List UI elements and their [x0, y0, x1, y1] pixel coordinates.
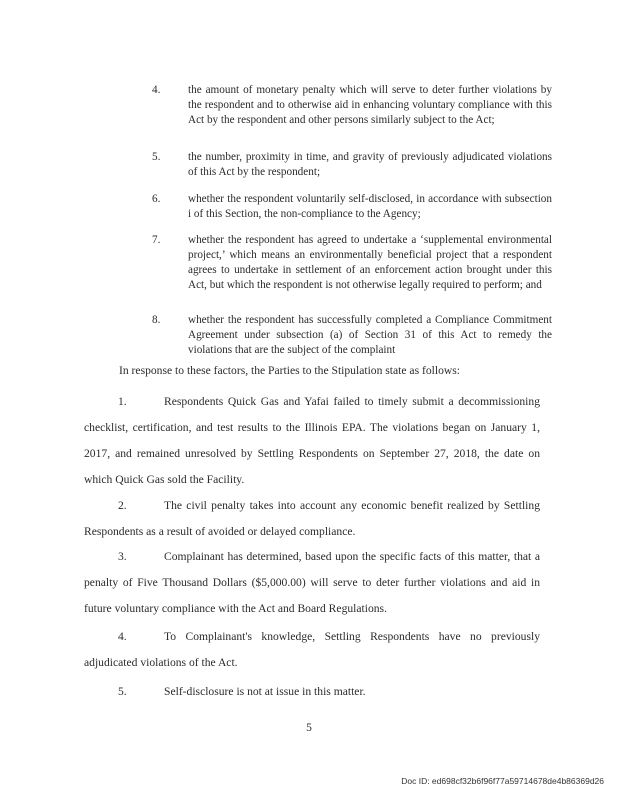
factor-text: the number, proximity in time, and gravity of previously adjudicated violations of this Act by the respondent;: [188, 151, 552, 178]
paragraph-number: 1.: [118, 395, 127, 408]
doc-id-stamp: Doc ID: ed698cf32b6f96f77a59714678de4b86369d26: [401, 776, 604, 786]
numbered-paragraph: [84, 624, 540, 676]
paragraph-text: Complainant has determined, based upon the specific facts of this matter, that a penalty of Five Thousand Dollars ($5,000.00) will serve to deter further violations and aid in future voluntary compliance with the Act and Board Regulations.: [84, 550, 540, 615]
numbered-paragraph: [84, 544, 540, 622]
paragraph-number: 2.: [118, 499, 127, 512]
paragraph-text: The civil penalty takes into account any economic benefit realized by Settling Respondents as a result of avoided or delayed compliance.: [84, 499, 540, 538]
paragraph-text: Self-disclosure is not at issue in this matter.: [164, 685, 366, 698]
intro-text: In response to these factors, the Parties to the Stipulation state as follows:: [119, 364, 460, 377]
factor-text: whether the respondent has successfully completed a Compliance Commitment Agreement under subsection (a) of Section 31 of this Act to remedy the violations that are the subject of the complaint: [188, 314, 552, 356]
paragraph-number: 4.: [118, 630, 127, 643]
factor-text: the amount of monetary penalty which will serve to deter further violations by the respondent and to otherwise aid in enhancing voluntary compliance with this Act by the respondent and other persons similarly subject to the Act;: [188, 84, 552, 126]
factor-number: 6.: [152, 193, 161, 205]
paragraph-text: Respondents Quick Gas and Yafai failed to timely submit a decommissioning checklist, certification, and test results to the Illinois EPA. The violations began on January 1, 2017, and remained unresolved by Settling Respondents on September 27, 2018, the date on which Quick Gas sold the Facility.: [84, 395, 540, 486]
paragraph-text: To Complainant's knowledge, Settling Respondents have no previously adjudicated violations of the Act.: [84, 630, 540, 669]
factor-number: 7.: [152, 234, 161, 246]
numbered-paragraph: [84, 679, 540, 705]
factor-number: 4.: [152, 84, 161, 96]
numbered-paragraph: [84, 493, 540, 545]
factor-text: whether the respondent voluntarily self-disclosed, in accordance with subsection i of this Section, the non-compliance to the Agency;: [188, 193, 552, 220]
page-number: 5: [306, 722, 312, 734]
factor-number: 8.: [152, 314, 161, 326]
factor-text: whether the respondent has agreed to undertake a ‘supplemental environmental project,’ which means an environmentally beneficial project that a respondent agrees to undertake in settlement of an enforcement action brought under this Act, but which the respondent is not otherwise legally required to perform; and: [188, 234, 552, 291]
numbered-paragraph: [84, 389, 540, 493]
paragraph-number: 3.: [118, 550, 127, 563]
factor-number: 5.: [152, 151, 161, 163]
paragraph-number: 5.: [118, 685, 127, 698]
